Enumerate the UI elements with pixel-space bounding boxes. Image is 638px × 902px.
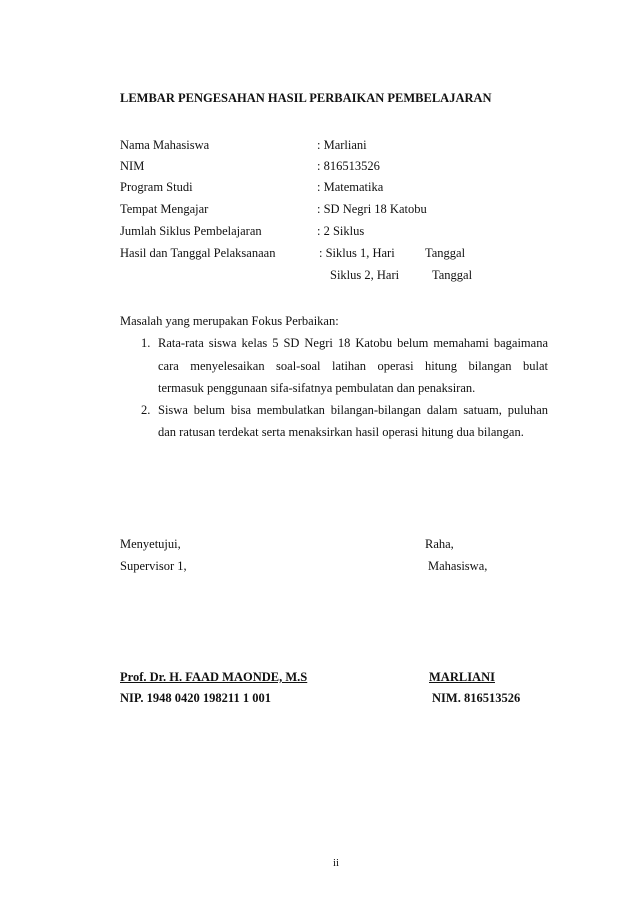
field-value-tempat-mengajar: : SD Negri 18 Katobu xyxy=(317,202,427,216)
field-label-nama: Nama Mahasiswa xyxy=(120,138,210,152)
student-name: MARLIANI xyxy=(429,670,495,684)
page-number: ii xyxy=(333,857,340,869)
signature-left-line1: Menyetujui, xyxy=(120,537,181,551)
field-label-nim: NIM xyxy=(120,159,145,173)
field-value-program-studi: : Matematika xyxy=(317,180,384,194)
list-item-number: 2. xyxy=(141,403,151,417)
field-extra-tanggal-2: Tanggal xyxy=(432,268,473,282)
page-title: LEMBAR PENGESAHAN HASIL PERBAIKAN PEMBELAJARAN xyxy=(120,91,492,105)
field-value-jumlah-siklus: : 2 Siklus xyxy=(317,224,365,238)
field-value-siklus-1: : Siklus 1, Hari xyxy=(319,246,395,260)
list-item-line: dan ratusan terdekat serta menaksirkan hasil operasi hitung dua bilangan. xyxy=(158,425,524,439)
list-item-line: Rata-rata siswa kelas 5 SD Negri 18 Katobu belum memahami bagaimana xyxy=(158,336,548,350)
field-value-siklus-2: Siklus 2, Hari xyxy=(330,268,400,282)
field-extra-tanggal-1: Tanggal xyxy=(425,246,466,260)
signature-left-line2: Supervisor 1, xyxy=(120,559,187,573)
signature-right-line2: Mahasiswa, xyxy=(428,559,488,573)
masalah-heading: Masalah yang merupakan Fokus Perbaikan: xyxy=(120,314,339,328)
supervisor-nip: NIP. 1948 0420 198211 1 001 xyxy=(120,691,271,705)
field-label-jumlah-siklus: Jumlah Siklus Pembelajaran xyxy=(120,224,262,238)
field-label-program-studi: Program Studi xyxy=(120,180,193,194)
list-item-number: 1. xyxy=(141,336,151,350)
field-value-nama: : Marliani xyxy=(317,138,367,152)
field-label-hasil-tanggal: Hasil dan Tanggal Pelaksanaan xyxy=(120,246,276,260)
signature-right-line1: Raha, xyxy=(425,537,454,551)
supervisor-name: Prof. Dr. H. FAAD MAONDE, M.S xyxy=(120,670,308,684)
field-label-tempat-mengajar: Tempat Mengajar xyxy=(120,202,209,216)
list-item-line: termasuk penggunaan sifa-sifatnya pembulatan dan penaksiran. xyxy=(158,381,476,395)
student-nim: NIM. 816513526 xyxy=(432,691,521,705)
list-item-line: cara menyelesaikan soal-soal latihan operasi hitung bilangan bulat xyxy=(158,359,548,373)
list-item-line: Siswa belum bisa membulatkan bilangan-bilangan dalam satuam, puluhan xyxy=(158,403,548,417)
field-value-nim: : 816513526 xyxy=(317,159,380,173)
